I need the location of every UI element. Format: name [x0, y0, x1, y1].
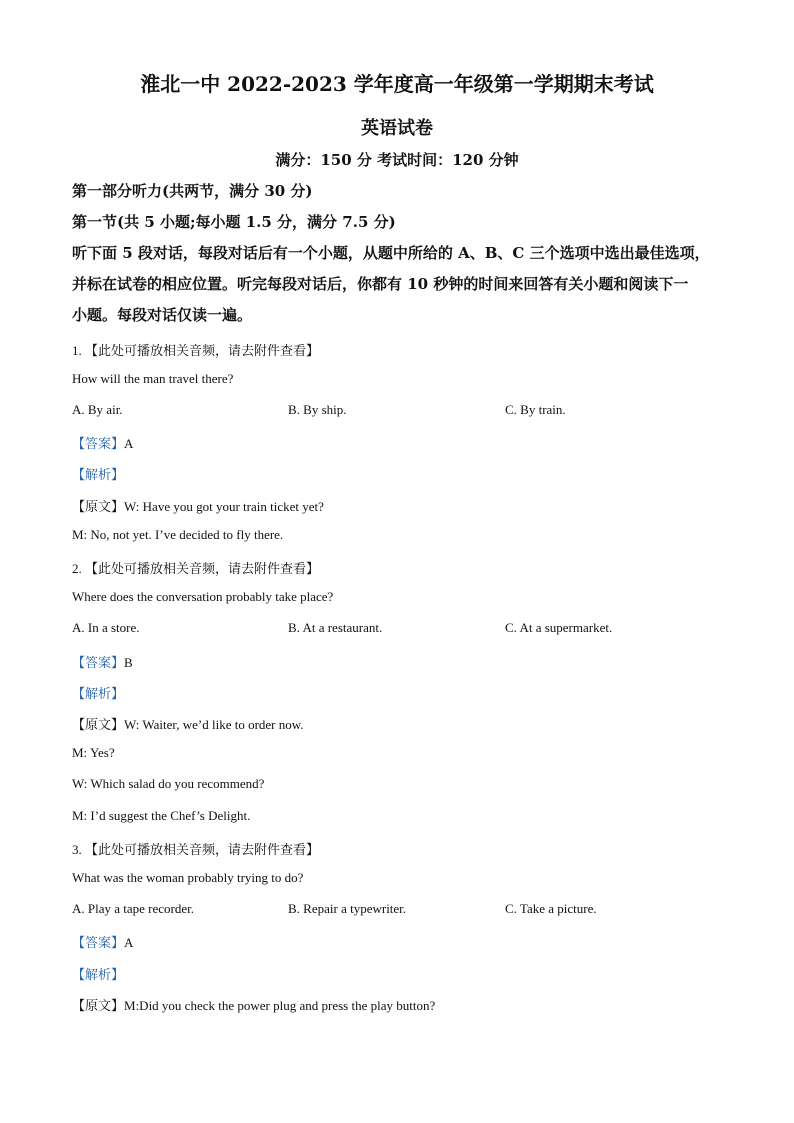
q2-question: Where does the conversation probably take place?: [72, 589, 334, 604]
q2-audio-note[interactable]: 2. 【此处可播放相关音频，请去附件查看】: [72, 561, 320, 576]
q3-option-b: B. Repair a typewriter.: [288, 901, 407, 916]
q1-option-b: B. By ship.: [288, 402, 347, 417]
q2-answer-value: B: [124, 655, 133, 670]
q1-analysis-label: 【解析】: [72, 467, 125, 482]
q1-transcript-line-2: M: No, not yet. I’ve decided to fly there.: [72, 527, 284, 542]
q2-transcript-line-2: M: Yes?: [72, 745, 115, 760]
q2-transcript-line-1: [72, 714, 304, 733]
q2-transcript-line-4: M: I’d suggest the Chef’s Delight.: [72, 808, 251, 823]
q1-transcript-line-1: [72, 496, 324, 515]
q3-audio-note[interactable]: 3. 【此处可播放相关音频，请去附件查看】: [72, 842, 320, 857]
q2-analysis-label: 【解析】: [72, 686, 125, 701]
q1-option-c: C. By train.: [505, 402, 566, 417]
answer-label: 【答案】: [72, 436, 125, 451]
part-heading: 第一部分听力(共两节，满分 30 分): [72, 182, 313, 200]
q1-audio-note[interactable]: 1. 【此处可播放相关音频，请去附件查看】: [72, 343, 320, 358]
answer-label: 【答案】: [72, 935, 125, 950]
q3-question: What was the woman probably trying to do?: [72, 870, 304, 885]
q3-transcript-line-1: [72, 995, 435, 1014]
q1-option-a: A. By air.: [72, 402, 123, 417]
q2-option-b: B. At a restaurant.: [288, 620, 383, 635]
q3-analysis-label: 【解析】: [72, 967, 125, 982]
instruction-line-1: 听下面 5 段对话，每段对话后有一个小题，从题中所给的 A、B、C 三个选项中选出最佳选项，: [72, 244, 710, 262]
q2-option-a: A. In a store.: [72, 620, 140, 635]
instruction-line-3: 小题。每段对话仅读一遍。: [72, 306, 253, 324]
section-heading: 第一节(共 5 小题;每小题 1.5 分，满分 7.5 分): [72, 213, 396, 231]
q1-answer: [72, 433, 133, 452]
q3-option-a: A. Play a tape recorder.: [72, 901, 195, 916]
answer-label: 【答案】: [72, 655, 125, 670]
q1-question: How will the man travel there?: [72, 371, 234, 386]
q3-answer-value: A: [124, 935, 134, 950]
instruction-line-2: 并标在试卷的相应位置。听完每段对话后，你都有 10 秒钟的时间来回答有关小题和阅读下一: [72, 275, 689, 293]
exam-subtitle: 英语试卷: [361, 118, 433, 139]
q2-answer: [72, 652, 133, 671]
q3-transcript-text: M:Did you check the power plug and press the play button?: [124, 998, 436, 1013]
exam-title: 淮北一中 2022-2023 学年度高一年级第一学期期末考试: [140, 72, 654, 96]
q1-answer-value: A: [124, 436, 134, 451]
original-label: 【原文】: [72, 499, 125, 514]
q3-option-c: C. Take a picture.: [505, 901, 597, 916]
original-label: 【原文】: [72, 717, 125, 732]
q1-transcript-text: W: Have you got your train ticket yet?: [124, 499, 324, 514]
q2-option-c: C. At a supermarket.: [505, 620, 613, 635]
q3-answer: [72, 932, 133, 951]
q2-transcript-line-3: W: Which salad do you recommend?: [72, 776, 265, 791]
score-time-line: 满分：150 分 考试时间：120 分钟: [275, 151, 519, 169]
q2-transcript-text: W: Waiter, we’d like to order now.: [124, 717, 304, 732]
original-label: 【原文】: [72, 998, 125, 1013]
